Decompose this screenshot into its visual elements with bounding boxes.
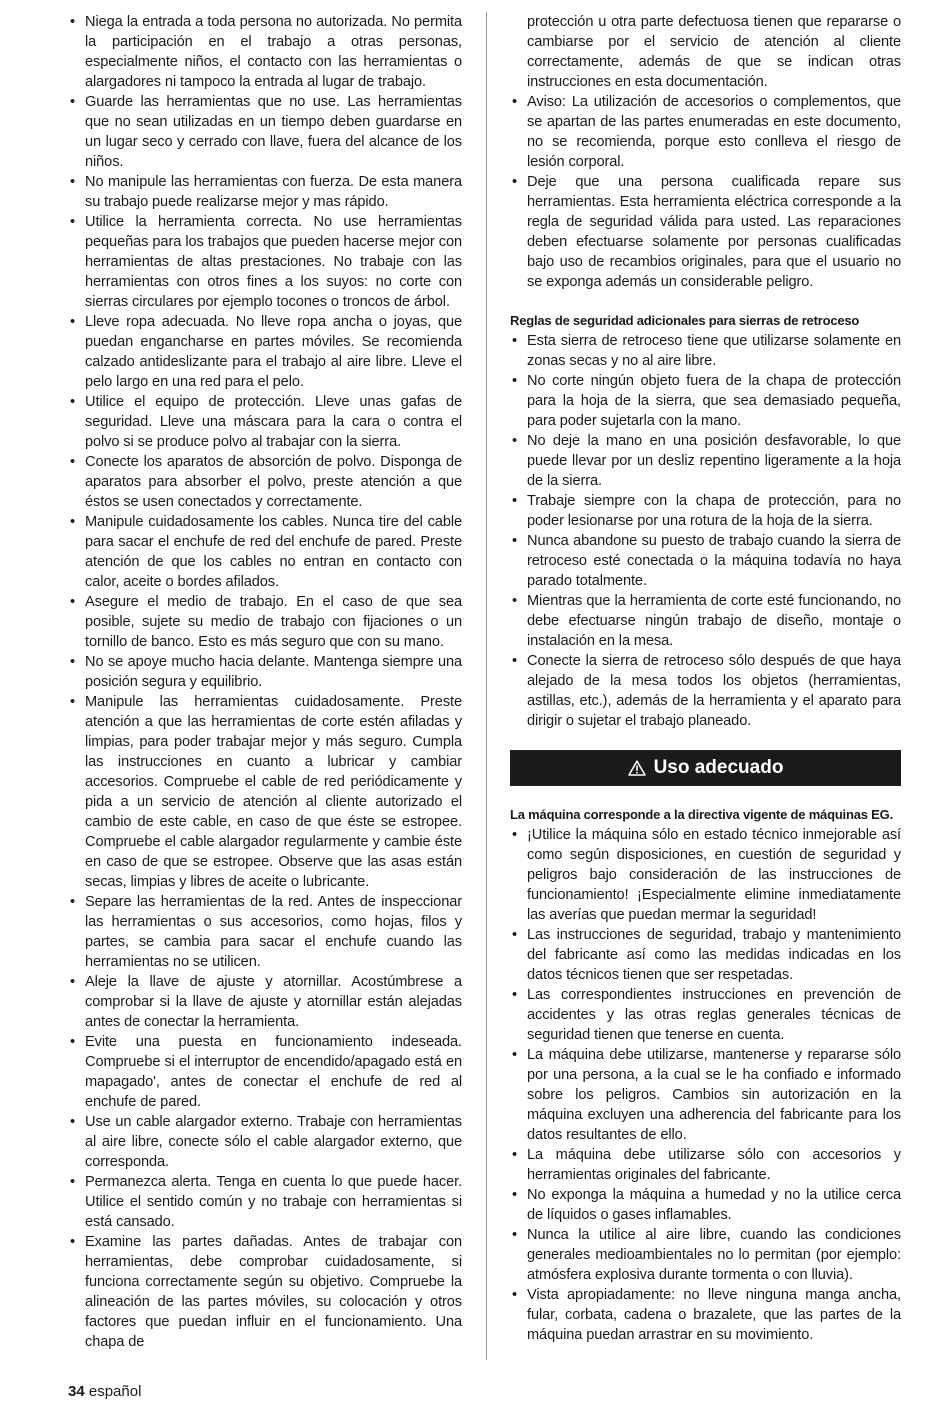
list-item: • Manipule cuidadosamente los cables. Nunca tire del cable para sacar el enchufe de red del enchufe de pared. Preste atención de que los cables no entran en contacto con calor, aceite o bordes afilados. bbox=[68, 512, 462, 592]
list-item: • Conecte los aparatos de absorción de polvo. Disponga de aparatos para absorber el polvo, preste atención a que éstos se usen conectados y correctamente. bbox=[68, 452, 462, 512]
footer-language: español bbox=[88, 1383, 142, 1400]
list-item: • Deje que una persona cualificada repare sus herramientas. Esta herramienta eléctrica corresponde a la regla de seguridad válida para usted. Las reparaciones deben efectuarse solamente por personas cualificadas bajo uso de recambios originales, para que el usuario no se exponga además un considerable peligro. bbox=[510, 172, 901, 292]
list-item: • Nunca abandone su puesto de trabajo cuando la sierra de retroceso esté conectada o la máquina todavía no haya parado totalmente. bbox=[510, 531, 901, 591]
list-item: • Conecte la sierra de retroceso sólo después de que haya alejado de la mesa todos los objetos (herramientas, astillas, etc.), además de la herramienta y el aparato para dirigir o sujetar el trabajo planeado. bbox=[510, 651, 901, 731]
list-item: • Mientras que la herramienta de corte esté funcionando, no debe efectuarse ningún trabajo de diseño, montaje o instalación en la mesa. bbox=[510, 591, 901, 651]
continued-paragraph: protección u otra parte defectuosa tienen que repararse o cambiarse por el servicio de atención al cliente correctamente, además de que se indican otras instrucciones en esta documentación. bbox=[527, 14, 901, 90]
list-item: • No manipule las herramientas con fuerza. De esta manera su trabajo puede realizarse mejor y mas rápido. bbox=[68, 172, 462, 212]
list-item: • Esta sierra de retroceso tiene que utilizarse solamente en zonas secas y no al aire libre. bbox=[510, 331, 901, 371]
page-footer bbox=[68, 1382, 141, 1402]
list-item: • Manipule las herramientas cuidadosamente. Preste atención a que las herramientas de corte estén afiladas y limpias, para poder trabajar mejor y más seguro. Cumpla las instrucciones en cuanto a lubricar y cambiar accesorios. Compruebe el cable de red periódicamente y pida a un servicio de atención al cliente autorizado el cambio de este cable, en caso de que éste se estropee. Compruebe el cable alargador regularmente y cambie éste en caso de que se estropee. Observe que las asas están secas, limpias y libres de aceite o lubricante. bbox=[68, 692, 462, 892]
list-item: • Evite una puesta en funcionamiento indeseada. Compruebe si el interruptor de encendido/apagado está en mapagado', antes de conectar el enchufe de red al enchufe de pared. bbox=[68, 1032, 462, 1112]
reciprocating-saw-rules-list bbox=[510, 331, 901, 731]
list-item: • La máquina debe utilizarse, mantenerse y repararse sólo por una persona, a la cual se le ha confiado e informado sobre los peligros. Cambios sin autorización en la máquina excluyen una adherencia del fabricante para los datos resultantes de ello. bbox=[510, 1045, 901, 1145]
banner-title: Uso adecuado bbox=[653, 757, 784, 778]
list-item: • No corte ningún objeto fuera de la chapa de protección para la hoja de la sierra, que sea demasiado pequeña, para poder sujetarla con la mano. bbox=[510, 371, 901, 431]
list-item: • No se apoye mucho hacia delante. Mantenga siempre una posición segura y equilibrio. bbox=[68, 652, 462, 692]
list-item: • Permanezca alerta. Tenga en cuenta lo que puede hacer. Utilice el sentido común y no trabaje con herramientas si está cansado. bbox=[68, 1172, 462, 1232]
list-item: • No exponga la máquina a humedad y no la utilice cerca de líquidos o gases inflamables. bbox=[510, 1185, 901, 1225]
list-item: • Asegure el medio de trabajo. En el caso de que sea posible, sujete su medio de trabajo con fijaciones o un tornillo de banco. Esto es más seguro que con su mano. bbox=[68, 592, 462, 652]
list-item: • ¡Utilice la máquina sólo en estado técnico inmejorable así como según disposiciones, en cuestión de seguridad y peligros bajo consideración de las instrucciones de funcionamiento! ¡Especialmente elimine inmediatamente las averías que puedan mermar la seguridad! bbox=[510, 825, 901, 925]
list-item: • Lleve ropa adecuada. No lleve ropa ancha o joyas, que puedan engancharse en partes móviles. Se recomienda calzado antideslizante para el trabajo al aire libre. Lleve el pelo largo en una red para el pelo. bbox=[68, 312, 462, 392]
safety-rules-list-continued bbox=[510, 92, 901, 292]
section-banner bbox=[510, 750, 901, 786]
list-item: • Niega la entrada a toda persona no autorizada. No permita la participación en el trabajo a otras personas, especialmente niños, el contacto con las herramientas o alargadores ni tampoco la entrada al lugar de trabajo. bbox=[68, 12, 462, 92]
list-item: • Guarde las herramientas que no use. Las herramientas que no sean utilizadas en un tiempo deben guardarse en un lugar seco y cerrado con llave, fuera del alcance de los niños. bbox=[68, 92, 462, 172]
list-item: • Nunca la utilice al aire libre, cuando las condiciones generales medioambientales no lo permitan (por ejemplo: atmósfera explosiva durante tormenta o con lluvia). bbox=[510, 1225, 901, 1285]
list-item: • Las correspondientes instrucciones en prevención de accidentes y las otras reglas generales técnicas de seguridad tienen que tenerse en cuenta. bbox=[510, 985, 901, 1045]
reciprocating-saw-heading: Reglas de seguridad adicionales para sierras de retroceso bbox=[510, 313, 860, 328]
list-item: • Las instrucciones de seguridad, trabajo y mantenimiento del fabricante así como las medidas indicadas en los datos técnicos tienen que ser respetadas. bbox=[510, 925, 901, 985]
list-item: • Aviso: La utilización de accesorios o complementos, que se apartan de las partes enumeradas en este documento, no se recomienda, porque esto conlleva el riesgo de lesión corporal. bbox=[510, 92, 901, 172]
list-item: • Utilice el equipo de protección. Lleve unas gafas de seguridad. Lleve una máscara para la cara o contra el polvo si se produce polvo al trabajar con la sierra. bbox=[68, 392, 462, 452]
page-number: 34 bbox=[68, 1383, 85, 1400]
list-item: • Vista apropiadamente: no lleve ninguna manga ancha, fular, corbata, cadena o brazalete, que las partes de la máquina puedan arrastrar en su movimiento. bbox=[510, 1285, 901, 1345]
column-divider bbox=[486, 12, 487, 1360]
list-item: • Aleje la llave de ajuste y atornillar. Acostúmbrese a comprobar si la llave de ajuste y atornillar están alejadas antes de conectar la herramienta. bbox=[68, 972, 462, 1032]
usage-heading: La máquina corresponde a la directiva vigente de máquinas EG. bbox=[510, 807, 893, 822]
safety-rules-list bbox=[68, 12, 462, 1352]
list-item: • Trabaje siempre con la chapa de protección, para no poder lesionarse por una rotura de la hoja de la sierra. bbox=[510, 491, 901, 531]
left-column bbox=[68, 12, 462, 1352]
list-item: • Use un cable alargador externo. Trabaje con herramientas al aire libre, conecte sólo el cable alargador externo, que corresponda. bbox=[68, 1112, 462, 1172]
list-item: • No deje la mano en una posición desfavorable, lo que puede llevar por un desliz repentino ligeramente a la hoja de la sierra. bbox=[510, 431, 901, 491]
list-item: • Separe las herramientas de la red. Antes de inspeccionar las herramientas o sus accesorios, como hojas, filos y partes, se cambia para sacar el enchufe cuando las herramientas no se utilicen. bbox=[68, 892, 462, 972]
list-item: • Utilice la herramienta correcta. No use herramientas pequeñas para los trabajos que pueden hacerse mejor con herramientas de altas prestaciones. No trabaje con las herramientas con otros fines a los suyos: no corte con sierras circulares por ejemplo tocones o troncos de árbol. bbox=[68, 212, 462, 312]
right-column bbox=[510, 12, 901, 1345]
proper-use-list bbox=[510, 825, 901, 1345]
warning-triangle-icon bbox=[628, 760, 646, 776]
list-item: • Examine las partes dañadas. Antes de trabajar con herramientas, debe comprobar cuidadosamente, si funciona correctamente según su objetivo. Compruebe la alineación de las partes móviles, su colocación y otros factores que puedan influir en el funcionamiento. Una chapa de bbox=[68, 1232, 462, 1352]
list-item: • La máquina debe utilizarse sólo con accesorios y herramientas originales del fabricante. bbox=[510, 1145, 901, 1185]
